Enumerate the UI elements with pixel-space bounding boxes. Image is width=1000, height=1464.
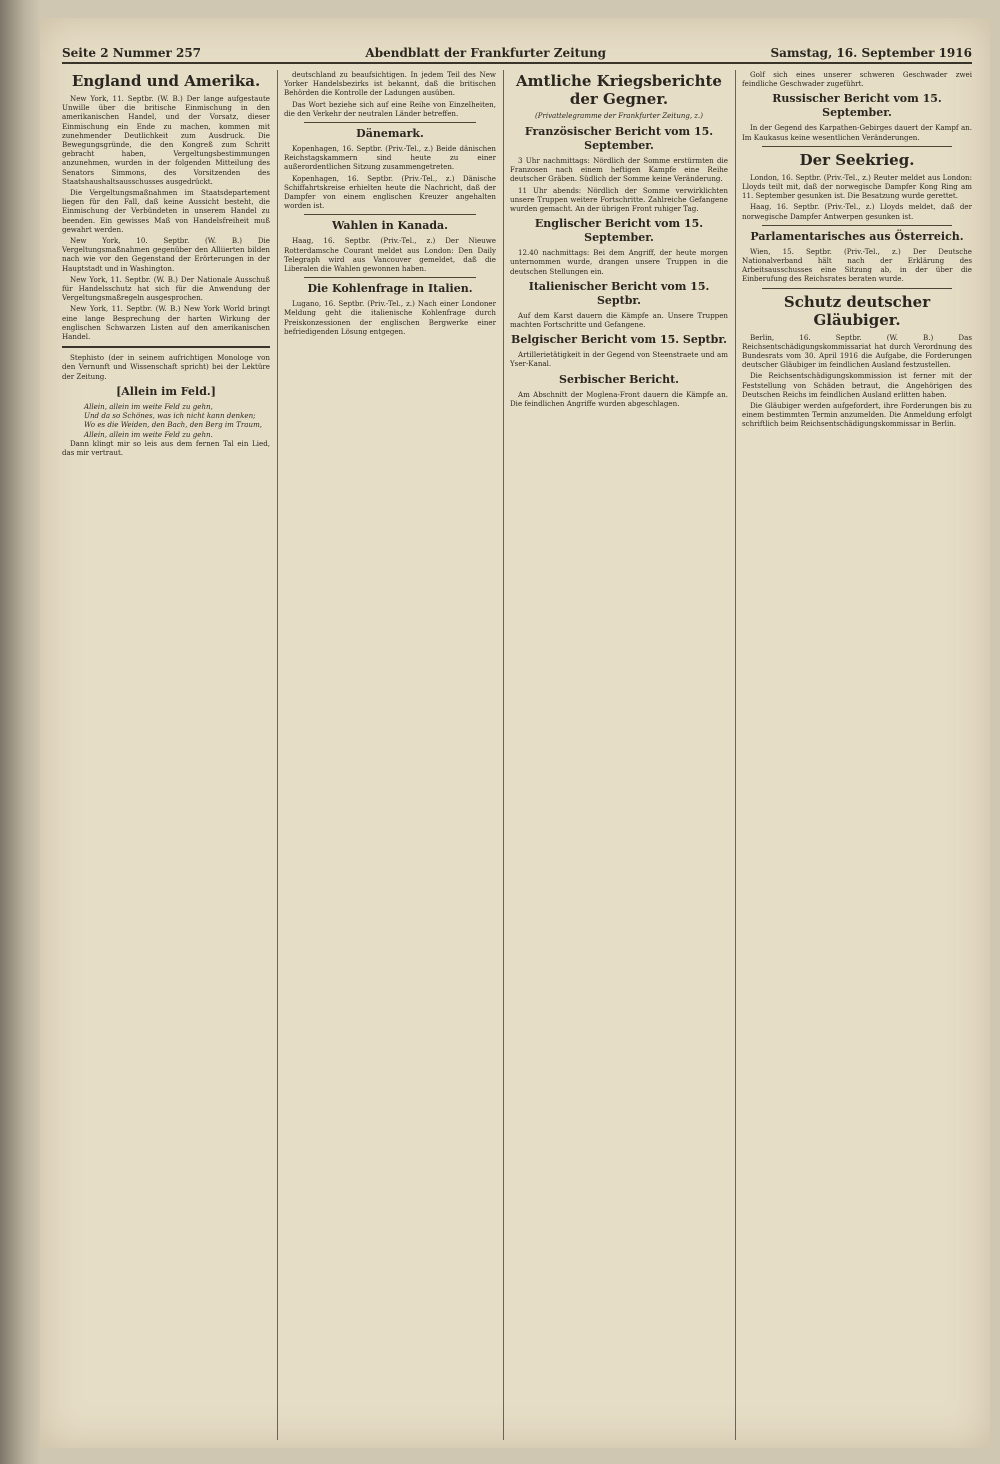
column-divider [503, 70, 504, 1440]
article-paragraph: Die Reichsentschädigungskommission ist ferner mit der Feststellung von Schäden betraut, die Angehörigen des Deutschen Reichs im feindlichen Ausland erlitten haben. [742, 371, 972, 399]
feuilleton-paragraph: Dann klingt mir so leis aus dem fernen Tal ein Lied, das mir vertraut. [62, 438, 270, 457]
report-subhead: Englischer Bericht vom 15. September. [534, 217, 704, 245]
article-headline: Parlamentarisches aus Österreich. [750, 229, 964, 243]
page-gutter-shadow [0, 0, 40, 1464]
article-paragraph: Haag, 16. Septbr. (Priv.-Tel., z.) Lloyds meldet, daß der norwegische Dampfer Antwerpen gesunken ist. [742, 202, 972, 221]
article-headline: England und Amerika. [71, 72, 261, 90]
article-paragraph: Kopenhagen, 16. Septbr. (Priv.-Tel., z.) Dänische Schiffahrtskreise erhielten heute die Nachricht, daß der Dampfer von einem englischen Kreuzer angehalten worden ist. [284, 173, 496, 211]
report-subhead: Französischer Bericht vom 15. September. [524, 125, 714, 152]
article-paragraph: Kopenhagen, 16. Septbr. (Priv.-Tel., z.) Beide dänischen Reichstagskammern sind heute zu einer außerordentlichen Sitzung zusammengetreten. [284, 144, 496, 172]
running-head [62, 44, 972, 62]
feuilleton-rule [62, 346, 270, 348]
article-paragraph: Haag, 16. Septbr. (Priv.-Tel., z.) Der Nieuwe Rotterdamsche Courant meldet aus London: Den Daily Telegraph wird aus Vancouver gemeldet, daß die Liberalen die Wahlen gewonnen haben. [284, 236, 496, 274]
report-subhead: Italienischer Bericht vom 15. Septbr. [528, 279, 710, 307]
article-paragraph: Auf dem Karst dauern die Kämpfe an. Unsere Truppen machten Fortschritte und Gefangene. [510, 310, 728, 330]
article-paragraph: 12.40 nachmittags: Bei dem Angriff, der heute morgen unternommen wurde, drangen unsere Truppen in die deutschen Stellungen ein. [510, 248, 728, 276]
section-separator [762, 146, 952, 147]
article-paragraph: Lugano, 16. Septbr. (Priv.-Tel., z.) Nach einer Londoner Meldung geht die italienische Kohlenfrage durch Preiskonzessionen der englischen Bergwerke einer befriedigenden Lösung entgegen. [284, 299, 496, 336]
article-paragraph: Artillerietätigkeit in der Gegend von Steenstraete und am Yser-Kanal. [510, 350, 728, 369]
article-headline: Wahlen in Kanada. [332, 219, 448, 233]
article-paragraph: New York, 11. Septbr. (W. B.) Der Nationale Ausschuß für Handelsschutz hat sich für die Anwendung der Vergeltungsmaßregeln ausgesprochen. [62, 274, 270, 303]
masthead-rule [62, 62, 972, 64]
article-headline: Dänemark. [356, 127, 424, 141]
article-paragraph: London, 16. Septbr. (Priv.-Tel., z.) Reuter meldet aus London: Lloyds teilt mit, daß der norwegische Dampfer Kong Ring am 11. September gesunken ist. Die Besatzung wurde gerettet. [742, 172, 972, 201]
report-subhead: Russischer Bericht vom 15. September. [772, 92, 942, 120]
column-4 [742, 70, 972, 1440]
article-paragraph: Das Wort beziehe sich auf eine Reihe von Einzelheiten, die den Verkehr der neutralen Länder betreffen. [284, 99, 496, 118]
section-separator [762, 225, 952, 226]
article-headline: Schutz deutscher Gläubiger. [783, 292, 931, 329]
dateline: (Privattelegramme der Frankfurter Zeitung, z.) [535, 112, 703, 120]
verse-line: Und da so Schönes, was ich nicht kann denken; [84, 411, 256, 421]
report-subhead: Belgischer Bericht vom 15. Septbr. [511, 333, 727, 347]
article-paragraph: Am Abschnitt der Moglena-Front dauern die Kämpfe an. Die feindlichen Angriffe wurden abgeschlagen. [510, 389, 728, 408]
article-paragraph: New York, 11. Septbr. (W. B.) New York World bringt eine lange Besprechung der harten Wirkung der englischen Schwarzen Listen auf den amerikanischen Handel. [62, 304, 270, 342]
verse-line: Allein, allein im weite Feld zu gehn. [84, 429, 213, 439]
article-paragraph: New York, 10. Septbr. (W. B.) Die Vergeltungsmaßnahmen gegenüber den Alliierten bilden nach wie vor den Gegenstand der Erörterungen in der Hauptstadt und in Washington. [62, 236, 270, 273]
article-paragraph: In der Gegend des Karpathen-Gebirges dauert der Kampf an. Im Kaukasus keine wesentlichen Veränderungen. [742, 123, 972, 142]
article-paragraph: Berlin, 16. Septbr. (W. B.) Das Reichsentschädigungskommissariat hat durch Verordnung des Bundesrats vom 30. April 1916 die Aufgabe, die Forderungen deutscher Gläubiger im feindlichen Ausland festzustellen. [742, 332, 972, 370]
section-separator [304, 277, 476, 278]
feuilleton-intro: Stephisto (der in seinem aufrichtigen Monologe von den Vernunft und Wissenschaft spricht) bei der Lektüre der Zeitung. [62, 353, 270, 381]
article-paragraph: 11 Uhr abends: Nördlich der Somme verwirklichten unsere Truppen weitere Fortschritte. Zahlreiche Gefangene wurden gemacht. An der übrigen Front ruhiger Tag. [510, 185, 728, 214]
section-separator [762, 288, 952, 289]
article-headline: Amtliche Kriegsberichte der Gegner. [516, 72, 722, 108]
article-paragraph: 3 Uhr nachmittags: Nördlich der Somme erstürmten die Franzosen nach einem heftigen Kampfe eine Reihe deutscher Gräben. Südlich der Somme keine Veränderung. [510, 156, 728, 184]
column-2 [284, 70, 496, 1440]
column-3 [510, 70, 728, 1440]
issue-date: Samstag, 16. September 1916 [770, 46, 972, 60]
article-paragraph: deutschland zu beaufsichtigen. In jedem Teil des New Yorker Handelsbezirks ist bekannt, daß die britischen Behörden die Kontrolle der Ladungen ausüben. [284, 70, 496, 98]
article-headline: Der Seekrieg. [799, 150, 915, 169]
section-separator [304, 214, 476, 215]
article-paragraph: Golf sich eines unserer schweren Geschwader zwei feindliche Geschwader zugeführt. [742, 70, 972, 89]
article-paragraph: Die Vergeltungsmaßnahmen im Staatsdepartement liegen für den Fall, daß keine Aussicht besteht, die Einmischung der Verbündeten in unserem Handel zu beenden. Ein gewisses Maß von Handelsfreiheit muß gewahrt werden. [62, 188, 270, 234]
article-paragraph: Die Gläubiger werden aufgefordert, ihre Forderungen bis zu einem bestimmten Termin anzumelden. Die Anmeldung erfolgt schriftlich beim Reichsentschädigungskommissar in Berlin. [742, 401, 972, 429]
page-number: Seite 2 Nummer 257 [62, 46, 202, 60]
feuilleton-title: [Allein im Feld.] [116, 384, 216, 398]
article-paragraph: Wien, 15. Septbr. (Priv.-Tel., z.) Der Deutsche Nationalverband hält nach der Erklärung des Arbeitsausschusses eine Sitzung ab, in der über die Einberufung des Reichsrates beraten wurde. [742, 246, 972, 284]
masthead-title: Abendblatt der Frankfurter Zeitung [365, 46, 607, 60]
verse-line: Allein, allein im weite Feld zu gehn, [84, 401, 213, 411]
column-divider [277, 70, 278, 1440]
report-subhead: Serbischer Bericht. [559, 372, 679, 386]
verse-line: Wo es die Weiden, den Bach, den Berg im Traum, [84, 420, 263, 430]
newspaper-page [40, 18, 990, 1448]
section-separator [304, 122, 476, 123]
article-paragraph: New York, 11. Septbr. (W. B.) Der lange aufgestaute Unwille über die britische Einmischung in den amerikanischen Handel, und der Vorsatz, dieser Einmischung ein Ende zu machen, kommen mit zunehmender Deutlichkeit zum Ausdruck. Die Bewegungsgründe, die den Kongreß zum Schritt gebracht haben, Vergeltungsbestimmungen anzunehmen, wurden in der folgenden Mitteilung des Senators Simmons, des Vorsitzenden des Staatshaushaltsausschusses ausgedrückt. [62, 94, 270, 186]
article-headline: Die Kohlenfrage in Italien. [307, 282, 473, 296]
column-divider [735, 70, 736, 1440]
column-1 [62, 70, 270, 1440]
